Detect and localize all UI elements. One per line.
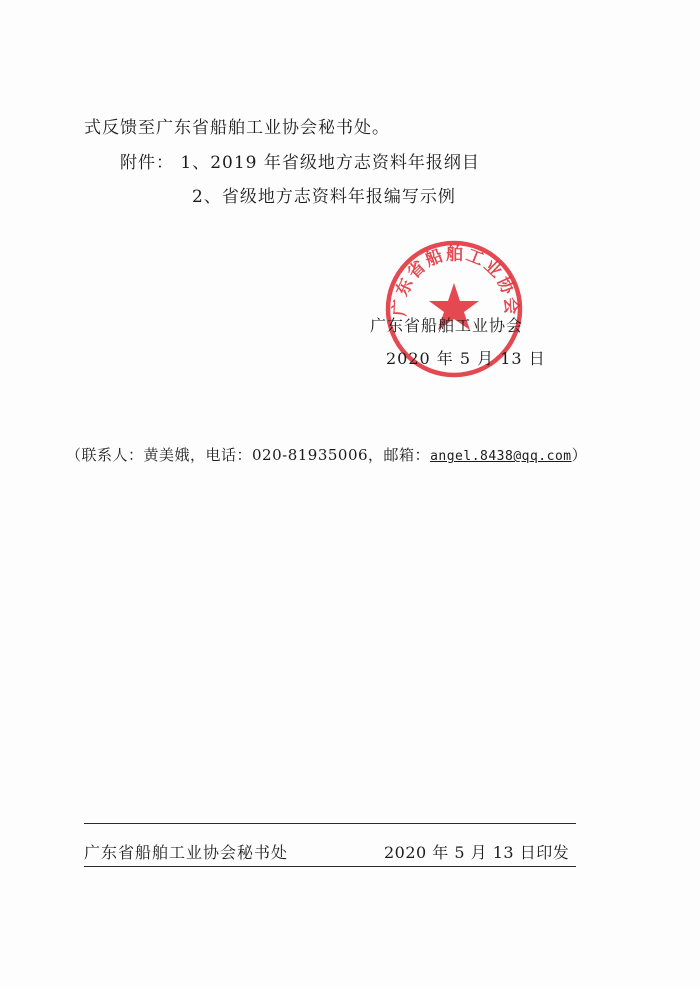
footer-issuer: 广东省船舶工业协会秘书处 <box>84 843 289 862</box>
contact-prefix: （联系人：黄美娥，电话：020-81935006，邮箱： <box>66 446 431 464</box>
signature-date: 2020 年 5 月 13 日 <box>386 349 546 368</box>
seal-text: 广东省船舶工业协会 <box>390 244 521 317</box>
signature-organization: 广东省船舶工业协会 <box>370 316 524 335</box>
footer-issue-date: 2020 年 5 月 13 日印发 <box>384 843 570 862</box>
attachment-line-2: 2、省级地方志资料年报编写示例 <box>192 187 456 207</box>
contact-info <box>66 444 587 465</box>
contact-suffix: ） <box>571 446 588 464</box>
footer-divider-top <box>84 823 576 824</box>
contact-email-link[interactable]: angel.8438@qq.com <box>430 449 572 464</box>
body-text-line: 式反馈至广东省船舶工业协会秘书处。 <box>84 118 390 138</box>
attachment-line-1: 附件： 1、2019 年省级地方志资料年报纲目 <box>120 153 480 173</box>
footer-divider-bottom <box>84 866 576 867</box>
